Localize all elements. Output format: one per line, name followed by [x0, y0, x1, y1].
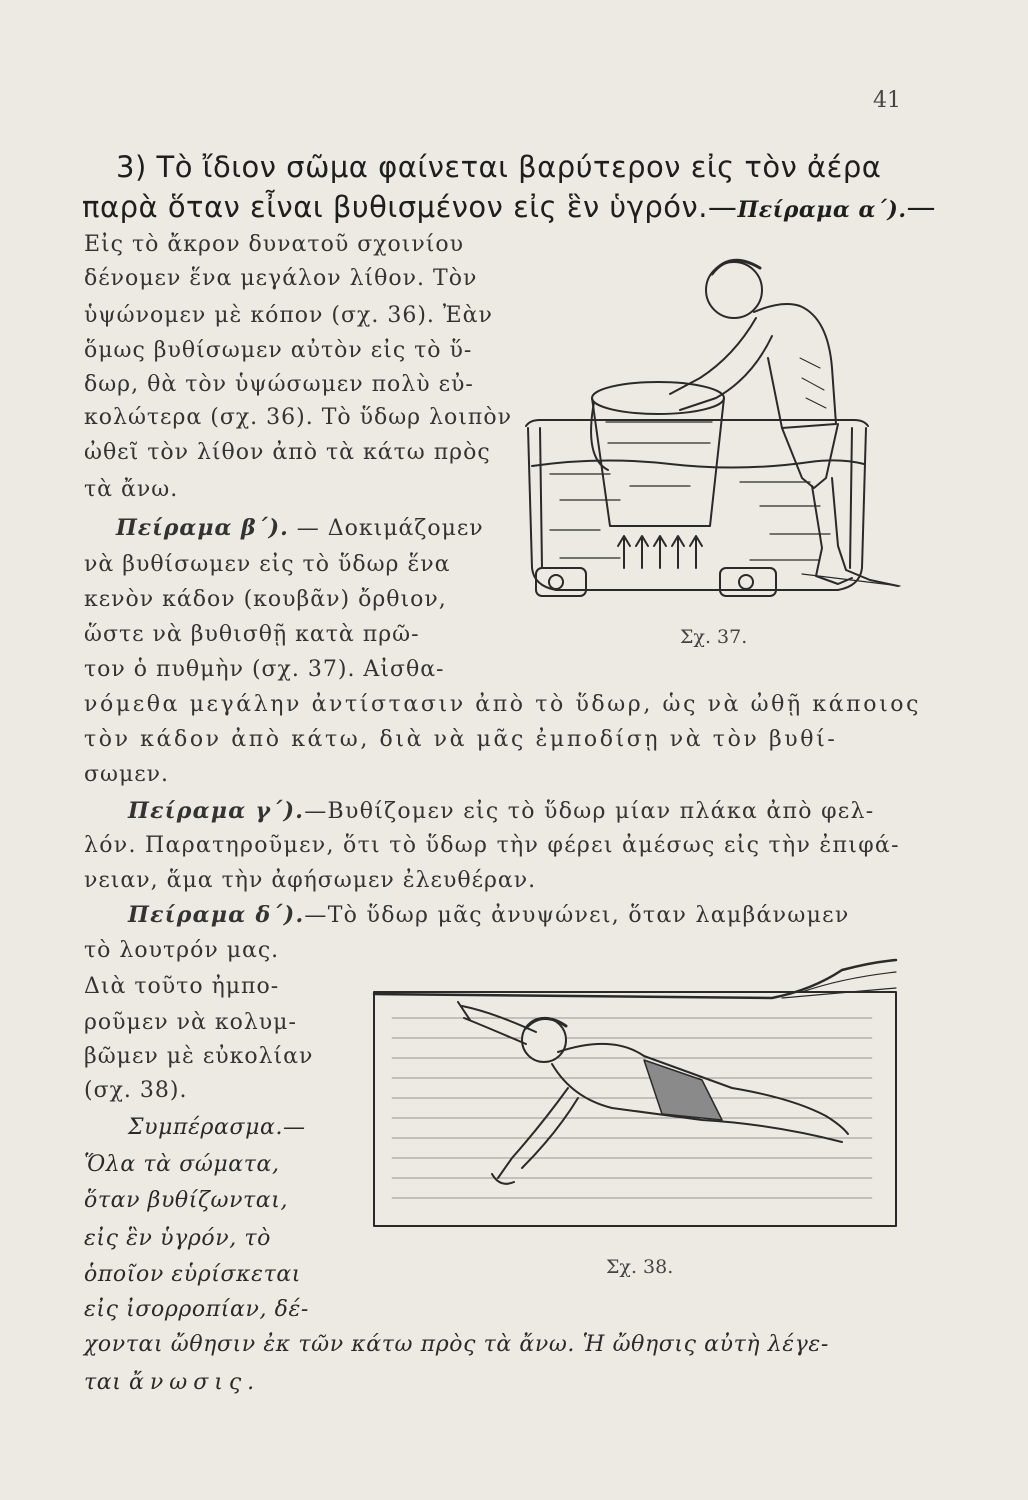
para1-line-2: δένομεν ἕνα μεγάλον λίθον. Τὸν — [84, 266, 478, 291]
page-number: 41 — [873, 88, 901, 113]
para4-line-2: τὸ λουτρόν μας. — [84, 938, 280, 963]
conclusion-line-7 — [84, 1370, 260, 1395]
para3-line-3: νειαν, ἅμα τὴν ἀφήσωμεν ἐλευθέραν. — [84, 868, 537, 893]
para2-line-8: σωμεν. — [84, 762, 170, 787]
figure-38-illustration — [372, 948, 900, 1230]
section-heading-line-1: 3) Τὸ ἴδιον σῶμα φαίνεται βαρύτερον εἰς τὸν ἀέρα — [116, 150, 882, 184]
para4-line-3: Διὰ τοῦτο ἠμπο- — [84, 974, 280, 999]
para1-line-6: κολώτερα (σχ. 36). Τὸ ὕδωρ λοιπὸν — [84, 405, 513, 430]
para4-line-5: βῶμεν μὲ εὐκολίαν — [84, 1044, 314, 1069]
section-heading-line-2 — [82, 190, 936, 224]
conclusion-line-6: χονται ὤθησιν ἐκ τῶν κάτω πρὸς τὰ ἄνω. Ἡ ὤθησις αὐτὴ λέγε- — [84, 1332, 829, 1357]
para4-line-1 — [128, 902, 850, 928]
para3-line-1 — [128, 798, 874, 824]
heading-text: παρὰ ὅταν εἶναι βυθισμένον εἰς ἓν ὑγρόν.— — [82, 190, 738, 224]
para2-line-5: τον ὁ πυθμὴν (σχ. 37). Αἰσθα- — [84, 657, 445, 682]
para2-line-2: νὰ βυθίσωμεν εἰς τὸ ὕδωρ ἕνα — [84, 552, 451, 577]
term-buoyancy: ἄνωσις. — [129, 1370, 261, 1395]
para2-line-6: νόμεθα μεγάλην ἀντίστασιν ἀπὸ τὸ ὕδωρ, ὡς νὰ ὠθῇ κάποιος — [84, 692, 922, 717]
experiment-a-label: Πείραμα α΄). — [737, 197, 907, 223]
para1-line-1: Εἰς τὸ ἄκρον δυνατοῦ σχοινίου — [84, 232, 465, 257]
para4-line-4: ροῦμεν νὰ κολυμ- — [84, 1010, 297, 1035]
conclusion-line-3: εἰς ἓν ὑγρόν, τὸ — [84, 1226, 271, 1251]
para1-line-7: ὠθεῖ τὸν λίθον ἀπὸ τὰ κάτω πρὸς — [84, 440, 491, 465]
conclusion-line-2: ὅταν βυθίζωνται, — [84, 1188, 289, 1213]
para1-line-3: ὑψώνομεν μὲ κόπον (σχ. 36). Ἐὰν — [84, 303, 493, 328]
conclusion-label: Συμπέρασμα.— — [128, 1115, 306, 1140]
figure-37-caption: Σχ. 37. — [680, 626, 748, 648]
experiment-c-label: Πείραμα γ΄). — [128, 798, 305, 824]
para1-line-4: ὅμως βυθίσωμεν αὐτὸν εἰς τὸ ὕ- — [84, 338, 473, 363]
para2-line-7: τὸν κάδον ἀπὸ κάτω, διὰ νὰ μᾶς ἐμποδίσῃ νὰ τὸν βυθί- — [84, 727, 838, 752]
experiment-b-label: Πείραμα β΄). — [116, 515, 289, 541]
conclusion-last-prefix: ται — [84, 1370, 130, 1395]
para3-line-2: λόν. Παρατηροῦμεν, ὅτι τὸ ὕδωρ τὴν φέρει ἀμέσως εἰς τὴν ἐπιφά- — [84, 833, 900, 858]
para2-line-4: ὥστε νὰ βυθισθῇ κατὰ πρῶ- — [84, 622, 420, 647]
para4-first-text: —Τὸ ὕδωρ μᾶς ἀνυψώνει, ὅταν λαμβάνωμεν — [304, 903, 850, 928]
para3-first-text: —Βυθίζομεν εἰς τὸ ὕδωρ μίαν πλάκα ἀπὸ φελ- — [304, 799, 875, 824]
figure-38-caption: Σχ. 38. — [606, 1256, 674, 1278]
para2-line-1 — [116, 515, 484, 541]
figure-37-illustration — [520, 238, 910, 618]
para1-line-5: δωρ, θὰ τὸν ὑψώσωμεν πολὺ εὐ- — [84, 372, 474, 397]
para2-line-3: κενὸν κάδον (κουβᾶν) ὄρθιον, — [84, 587, 447, 612]
conclusion-line-4: ὁποῖον εὑρίσκεται — [84, 1262, 302, 1287]
para4-line-6: (σχ. 38). — [84, 1078, 188, 1103]
para1-line-8: τὰ ἄνω. — [84, 477, 179, 502]
heading-dash: — — [906, 190, 936, 224]
para2-first-text: — Δοκιμάζομεν — [288, 516, 484, 541]
experiment-d-label: Πείραμα δ΄). — [128, 902, 305, 928]
conclusion-line-1: Ὅλα τὰ σώματα, — [84, 1152, 280, 1177]
conclusion-line-5: εἰς ἰσορροπίαν, δέ- — [84, 1297, 309, 1322]
